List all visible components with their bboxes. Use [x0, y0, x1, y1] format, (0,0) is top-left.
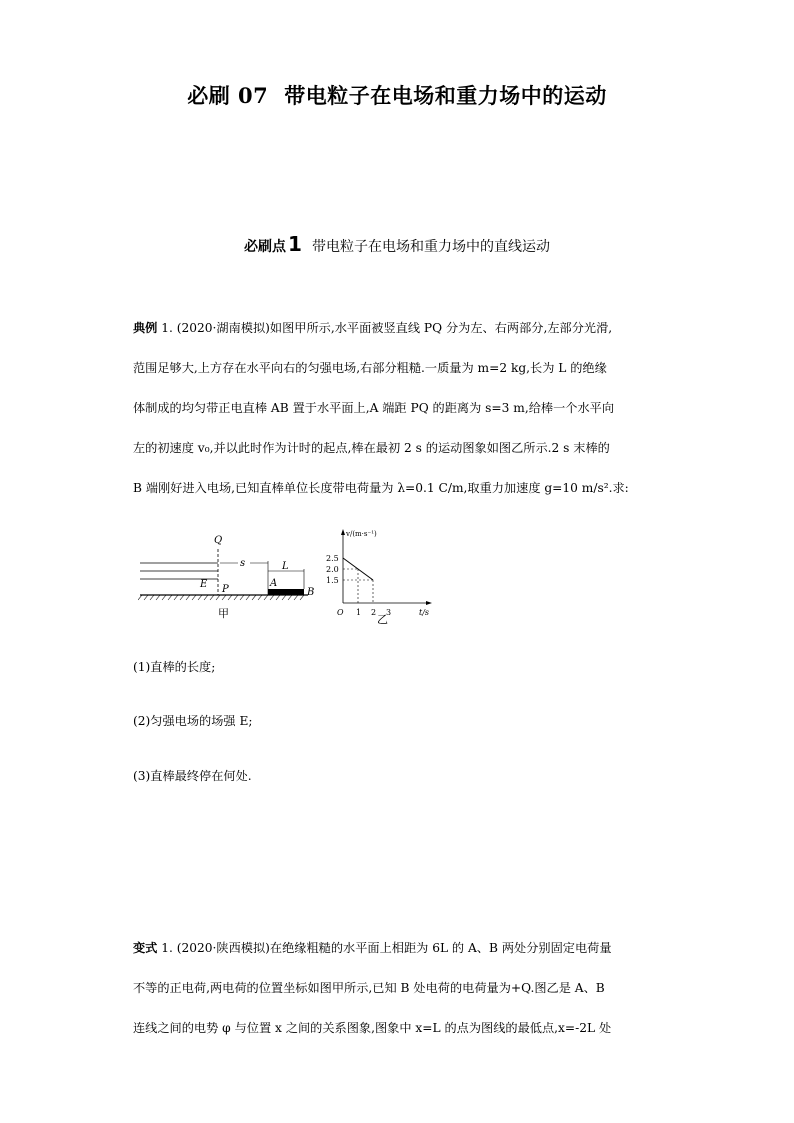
label-p: P	[222, 584, 229, 595]
variant-line-2: 不等的正电荷,两电荷的位置坐标如图甲所示,已知 B 处电荷的电荷量为+Q.图乙是 A、B	[133, 981, 605, 995]
label-b: B	[307, 587, 315, 598]
variant-line-1: 变式 1. (2020·陕西模拟)在绝缘粗糙的水平面上相距为 6L 的 A、B 两处分别固定电荷量	[133, 941, 612, 955]
section-text: 带电粒子在电场和重力场中的直线运动	[311, 239, 550, 255]
y-tick-label: 2.0	[326, 565, 339, 574]
question-1: (1)直棒的长度;	[133, 660, 216, 674]
section-heading	[0, 232, 794, 256]
variant-line-3: 连线之间的电势 φ 与位置 x 之间的关系图象,图象中 x=L 的点为图线的最低点,x=-2L 处	[133, 1021, 612, 1035]
variant-paragraph	[133, 928, 661, 1048]
section-label: 必刷点	[244, 239, 287, 255]
question-3: (3)直棒最终停在何处.	[133, 769, 252, 783]
x-tick-label: 3	[386, 608, 392, 617]
variant-head: 变式	[133, 941, 158, 955]
example-line-3: 体制成的均匀带正电直棒 AB 置于水平面上,A 端距 PQ 的距离为 s=3 m,给棒一个水平向	[133, 401, 615, 415]
label-l: L	[282, 561, 289, 572]
figure-yi	[326, 529, 432, 625]
example-line-1: 典例 1. (2020·湖南模拟)如图甲所示,水平面被竖直线 PQ 分为左、右两部分,左部分光滑,	[133, 321, 613, 335]
example-line-5: B 端刚好进入电场,已知直棒单位长度带电荷量为 λ=0.1 C/m,取重力加速度 g=10 m/s².求:	[133, 481, 629, 495]
caption-yi: 乙	[377, 613, 388, 625]
question-2: (2)匀强电场的场强 E;	[133, 714, 253, 728]
label-e: E	[200, 579, 208, 590]
rod-ab	[268, 589, 304, 595]
x-axis-arrow	[426, 601, 432, 605]
example-paragraph	[133, 308, 661, 508]
x-axis-label: t/s	[419, 608, 430, 617]
label-a: A	[270, 578, 278, 589]
example-line-2: 范围足够大,上方存在水平向右的匀强电场,右部分粗糙.一质量为 m=2 kg,长为 L 的绝缘	[133, 361, 607, 375]
section-number: 1	[288, 232, 302, 256]
y-tick-label: 1.5	[326, 576, 339, 585]
y-axis-arrow	[341, 529, 345, 535]
page-title	[0, 80, 794, 110]
x-tick-label: 2	[371, 608, 377, 617]
example-line-4: 左的初速度 v₀,并以此时作为计时的起点,棒在最初 2 s 的运动图象如图乙所示.2 s 末棒的	[133, 441, 610, 455]
y-tick-label: 2.5	[326, 554, 339, 563]
title-number: 必刷 07	[187, 83, 269, 108]
figures	[138, 525, 438, 625]
figure-jia	[138, 525, 438, 625]
caption-jia: 甲	[218, 607, 229, 620]
label-s: s	[240, 558, 246, 569]
y-axis-label: v/(m·s⁻¹)	[346, 530, 377, 538]
label-q: Q	[214, 535, 223, 546]
x-tick-label: 1	[356, 608, 362, 617]
origin-label: O	[337, 608, 344, 617]
title-text: 带电粒子在电场和重力场中的运动	[284, 83, 607, 108]
example-head: 典例	[133, 321, 158, 335]
ground-hatch	[138, 595, 304, 600]
